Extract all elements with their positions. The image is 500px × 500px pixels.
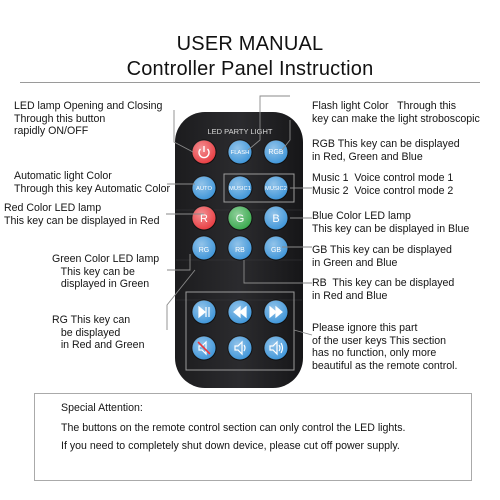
b-button-label: B xyxy=(272,213,280,225)
flash-button-label: FLASH xyxy=(230,150,250,157)
music2-button-label: MUSIC2 xyxy=(265,186,287,193)
annotation-ignore: Please ignore this part of the user keys This section has no function, only more beautiful as the remote control. xyxy=(312,322,458,372)
auto-button-label: AUTO xyxy=(196,186,212,193)
annotation-rg: RG This key can be displayed in Red and Green xyxy=(52,314,145,352)
b-button[interactable] xyxy=(264,206,288,230)
next-button[interactable] xyxy=(264,300,288,324)
annotation-red: Red Color LED lamp This key can be displayed in Red xyxy=(4,202,160,227)
attention-line-1: The buttons on the remote control section can only control the LED lights. xyxy=(61,422,406,434)
music1-button-label: MUSIC1 xyxy=(229,186,251,193)
remote-brand-label: LED PARTY LIGHT xyxy=(207,127,273,136)
flash-button[interactable] xyxy=(228,140,252,164)
attention-line-2: If you need to completely shut down device, please cut off power supply. xyxy=(61,440,400,452)
previous-button[interactable] xyxy=(228,300,252,324)
auto-button[interactable] xyxy=(192,176,216,200)
g-button-label: G xyxy=(235,213,245,225)
rgb-button[interactable] xyxy=(264,140,288,164)
r-button[interactable] xyxy=(192,206,216,230)
annotation-rgb: RGB This key can be displayed in Red, Green and Blue xyxy=(312,138,460,163)
music1-button[interactable] xyxy=(228,176,252,200)
gb-button-label: GB xyxy=(270,247,282,254)
annotation-rb: RB This key can be displayed in Red and Blue xyxy=(312,277,455,302)
annotation-blue: Blue Color LED lamp This key can be displayed in Blue xyxy=(312,210,470,235)
annotation-led-lamp: LED lamp Opening and Closing Through this button rapidly ON/OFF xyxy=(14,100,163,138)
special-attention-box xyxy=(34,393,472,481)
mute-button[interactable] xyxy=(192,336,216,360)
r-button-label: R xyxy=(200,213,208,225)
gb-button[interactable] xyxy=(264,236,288,260)
rg-button[interactable] xyxy=(192,236,216,260)
annotation-green: Green Color LED lamp This key can be displayed in Green xyxy=(52,253,160,291)
rg-button-label: RG xyxy=(198,247,210,254)
rgb-button-label: RGB xyxy=(268,149,284,157)
manual-title: USER MANUAL xyxy=(176,33,324,55)
music2-button[interactable] xyxy=(264,176,288,200)
annotation-music: Music 1 Voice control mode 1 Music 2 Voice control mode 2 xyxy=(312,172,454,197)
rb-button-label: RB xyxy=(235,247,245,254)
g-button[interactable] xyxy=(228,206,252,230)
volume-down-button[interactable] xyxy=(228,336,252,360)
annotation-gb: GB This key can be displayed in Green and Blue xyxy=(312,244,452,269)
play-pause-button[interactable] xyxy=(192,300,216,324)
annotation-auto: Automatic light Color Through this key Automatic Color xyxy=(14,170,171,195)
manual-subtitle: Controller Panel Instruction xyxy=(126,58,374,80)
annotation-flash: Flash light Color Through this key can make the light stroboscopic xyxy=(312,100,480,125)
volume-up-button[interactable] xyxy=(264,336,288,360)
rb-button[interactable] xyxy=(228,236,252,260)
power-button[interactable] xyxy=(192,140,216,164)
attention-title: Special Attention: xyxy=(61,402,143,414)
